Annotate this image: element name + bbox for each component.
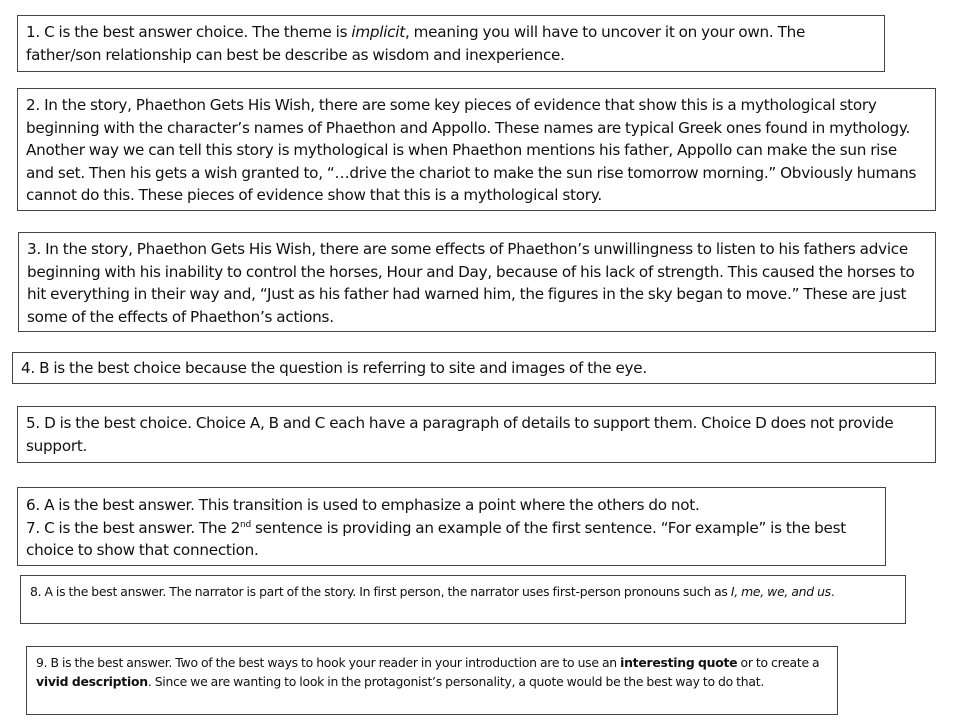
answer-box-3 [18,232,936,332]
answer-9-bold-quote: interesting quote [620,655,738,670]
answer-4-text: 4. B is the best choice because the question is referring to site and images of the eye. [21,359,647,377]
answer-9-bold-description: vivid description [36,674,148,689]
answer-box-5 [17,406,936,463]
answer-7-text-start: 7. C is the best answer. The 2 [26,518,240,537]
answer-box-1 [17,15,885,72]
answer-7-text [26,517,877,562]
answer-2-text: 2. In the story, Phaethon Gets His Wish, there are some key pieces of evidence that show this is a mythological story beginning with the character’s names of Phaethon and Appollo. These names are typical Greek ones found in mythology. Another way we can tell this story is mythological is when Phaethon mentions his father, Appollo can make the sun rise and set. Then his gets a wish granted to, “…drive the chariot to make the sun rise tomorrow morning.” Obviously humans cannot do this. These pieces of evidence show that this is a mythological story. [26,96,917,205]
answer-1-emphasis: implicit [351,23,405,41]
answer-8-emphasis: I, me, we, and us [730,584,831,599]
answer-8-text-start: 8. A is the best answer. The narrator is part of the story. In first person, the narrator uses first-person pronouns such as [30,584,731,599]
answer-6-text: 6. A is the best answer. This transition is used to emphasize a point where the others do not. [26,496,700,514]
answer-9-text [36,653,828,691]
answer-1-text [26,21,876,66]
answer-box-8 [20,575,906,624]
answer-9-text-start: 9. B is the best answer. Two of the best ways to hook your reader in your introduction are to use an [36,655,621,670]
answer-box-9 [26,646,838,715]
answer-8-text [30,582,896,601]
answer-7-text-end: sentence is providing an example of the first sentence. “For example” is the best choice to show that connection. [26,518,846,560]
answer-1-text-start: 1. C is the best answer choice. The theme is [26,23,352,41]
answer-9-text-middle: or to create a [737,655,820,670]
answer-box-6-7 [17,487,886,566]
answer-5-text: 5. D is the best choice. Choice A, B and C each have a paragraph of details to support them. Choice D does not provide support. [26,414,894,455]
answer-box-4 [12,352,936,384]
answer-9-text-end: . Since we are wanting to look in the protagonist’s personality, a quote would be the best way to do that. [147,674,765,689]
answer-8-text-end: . [830,584,835,599]
answer-7-ordinal-suffix: nd [240,519,251,530]
answer-1-text-end: , meaning you will have to uncover it on your own. The father/son relationship can best be describe as wisdom and inexperience. [26,23,806,64]
answer-box-2 [17,88,936,211]
answer-3-text: 3. In the story, Phaethon Gets His Wish, there are some effects of Phaethon’s unwillingness to listen to his fathers advice beginning with his inability to control the horses, Hour and Day, because of his lack of strength. This caused the horses to hit everything in their way and, “Just as his father had warned him, the figures in the sky began to move.” These are just some of the effects of Phaethon’s actions. [27,240,915,326]
